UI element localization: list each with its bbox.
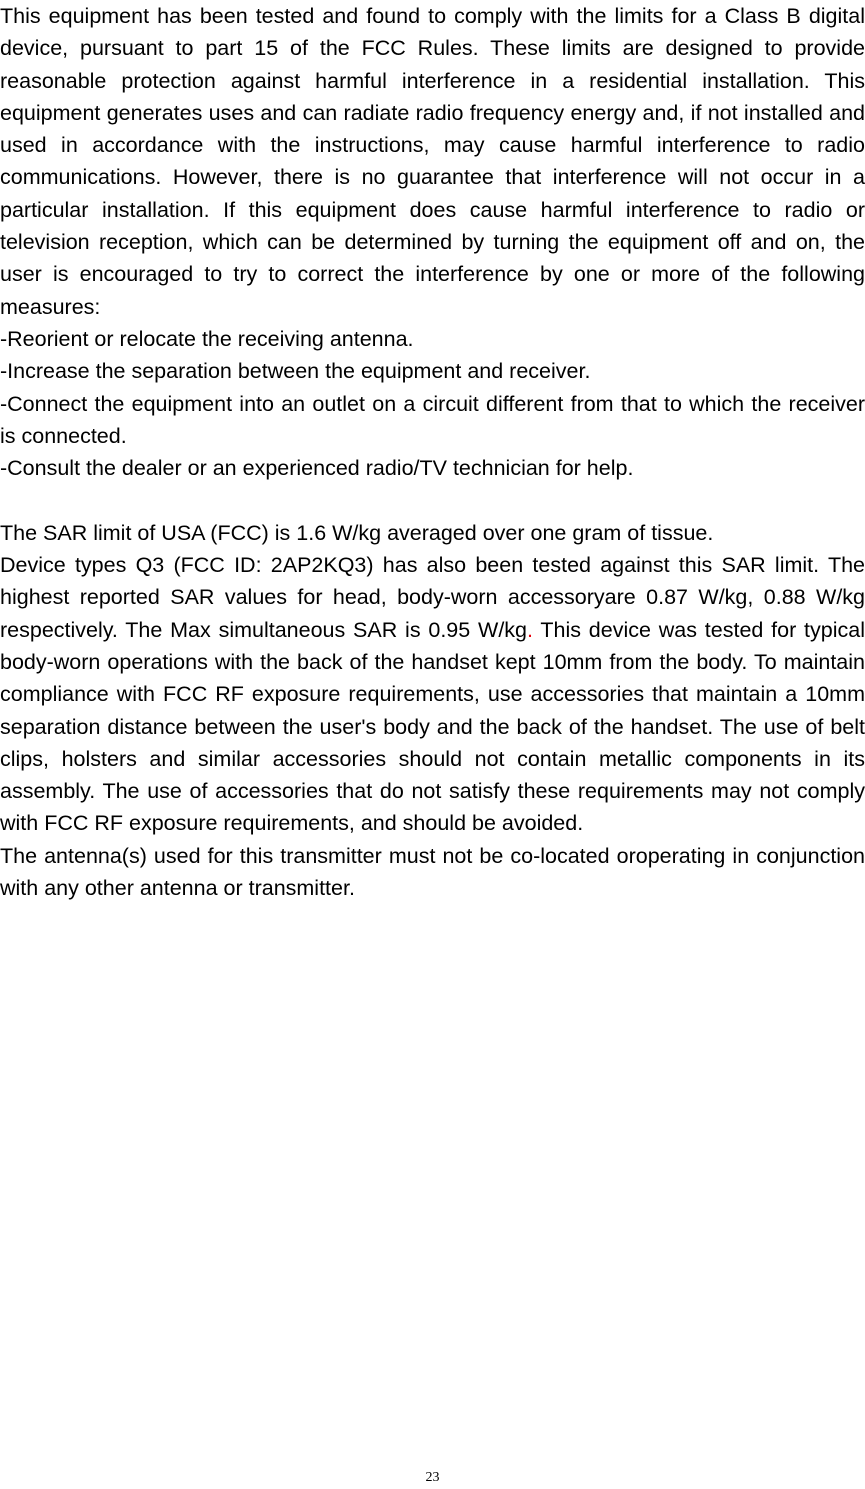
fcc-statement-paragraph: This equipment has been tested and found to comply with the limits for a Class B digital device, pursuant to part 15 of the FCC Rules. These limits are designed to provide reasonable protection against harmful interference in a residential installation. This equipment generates uses and can radiate radio frequency energy and, if not installed and used in accordance with the instructions, may cause harmful interference to radio communications. However, there is no guarantee that interference will not occur in a particular installation. If this equipment does cause harmful interference to radio or television reception, which can be determined by turning the equipment off and on, the user is encouraged to try to correct the interference by one or more of the following measures: (0, 4, 865, 319)
measure-consult-dealer: -Consult the dealer or an experienced radio/TV technician for help. (0, 456, 634, 481)
measure-reorient: -Reorient or relocate the receiving antenna. (0, 326, 414, 351)
paragraph-spacer (0, 484, 865, 516)
sar-values-paragraph (0, 549, 865, 840)
measure-connect-outlet: -Connect the equipment into an outlet on a circuit different from that to which the receiver is connected. (0, 391, 865, 448)
body-worn-text: This device was tested for typical body-worn operations with the back of the handset kept 10mm from the body. To maintain compliance with FCC RF exposure requirements, use accessories that maintain a 10mm separation distance between the user's body and the back of the handset. The use of belt clips, holsters and similar accessories should not contain metallic components in its assembly. The use of accessories that do not satisfy these requirements may not comply with FCC RF exposure requirements, and should be avoided. (0, 617, 865, 836)
measure-increase-separation: -Increase the separation between the equipment and receiver. (0, 359, 591, 384)
page-number: 23 (425, 1470, 440, 1485)
sar-red-period: . (527, 617, 533, 642)
sar-values-text: Device types Q3 (FCC ID: 2AP2KQ3) has also been tested against this SAR limit. The highest reported SAR values for head, body-worn accessoryare 0.87 W/kg, 0.88 W/kg respectively. The Max simultaneous SAR is 0.95 W/kg (0, 553, 865, 642)
sar-limit-paragraph: The SAR limit of USA (FCC) is 1.6 W/kg averaged over one gram of tissue. (0, 520, 714, 545)
antenna-statement-paragraph: The antenna(s) used for this transmitter must not be co-located oroperating in conjunction with any other antenna or transmitter. (0, 843, 865, 901)
